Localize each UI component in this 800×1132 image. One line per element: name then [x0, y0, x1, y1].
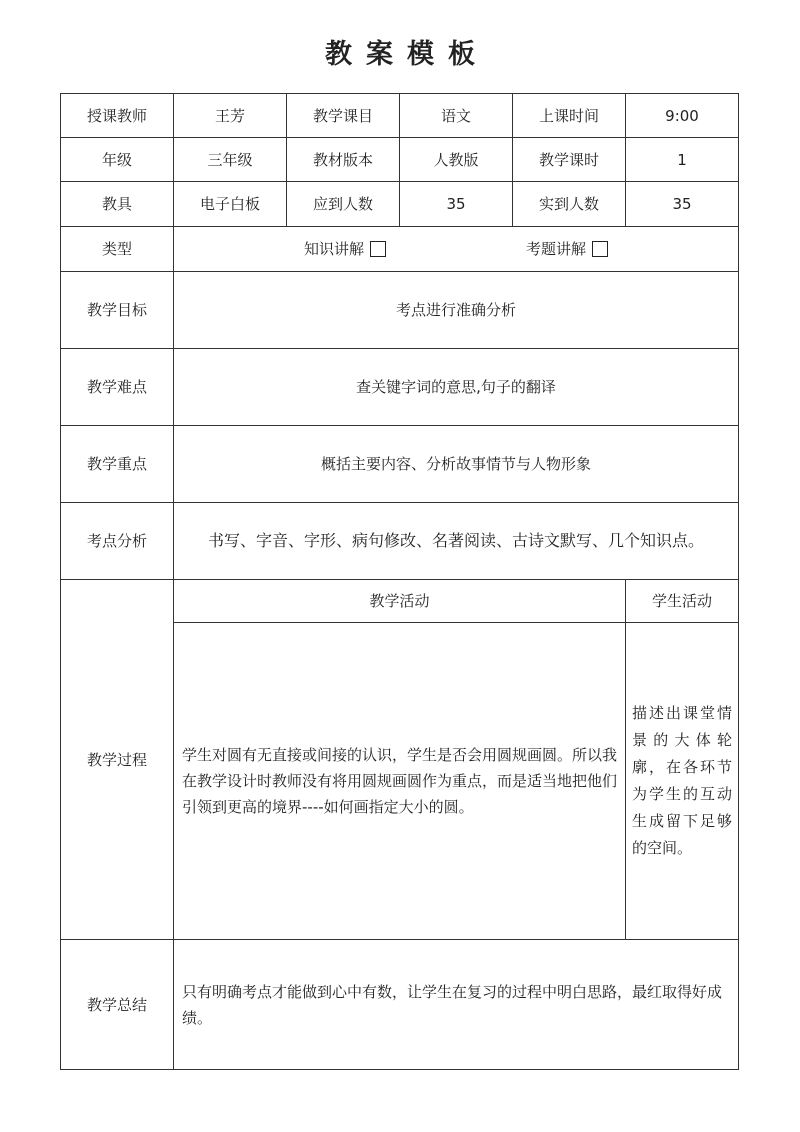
teacher-value: 王芳: [174, 94, 287, 138]
student-activity-text: 描述出课堂情景的大体轮廓，在各环节为学生的互动生成留下足够的空间。: [626, 623, 739, 940]
focus-value: 概括主要内容、分析故事情节与人物形象: [174, 426, 739, 503]
table-row: [61, 503, 739, 580]
difficulty-value: 查关键字词的意思,句子的翻译: [174, 349, 739, 426]
subject-value: 语文: [400, 94, 513, 138]
summary-value: 只有明确考点才能做到心中有数，让学生在复习的过程中明白思路，最红取得好成绩。: [174, 940, 739, 1070]
teacher-label: 授课教师: [61, 94, 174, 138]
lesson-plan-table: [60, 93, 739, 1070]
analysis-value: 书写、字音、字形、病句修改、名著阅读、古诗文默写、几个知识点。: [174, 503, 739, 580]
edition-label: 教材版本: [287, 138, 400, 182]
actual-value: 35: [626, 182, 739, 227]
table-row: [61, 138, 739, 182]
table-row: [61, 349, 739, 426]
analysis-label: 考点分析: [61, 503, 174, 580]
table-row: [61, 940, 739, 1070]
table-row: [61, 94, 739, 138]
time-label: 上课时间: [513, 94, 626, 138]
type-option-label: 知识讲解: [303, 240, 364, 258]
type-label: 类型: [61, 227, 174, 272]
process-label: 教学过程: [61, 580, 174, 940]
focus-label: 教学重点: [61, 426, 174, 503]
document-title: 教案模板: [325, 39, 489, 70]
type-option-exam[interactable]: [526, 236, 608, 262]
grade-label: 年级: [61, 138, 174, 182]
table-row: [61, 182, 739, 227]
table-row: [61, 227, 739, 272]
goal-value: 考点进行准确分析: [174, 272, 739, 349]
subject-label: 教学课目: [287, 94, 400, 138]
edition-value: 人教版: [400, 138, 513, 182]
teaching-activity-header: 教学活动: [174, 580, 626, 623]
expected-label: 应到人数: [287, 182, 400, 227]
knowledge-checkbox[interactable]: [370, 241, 386, 257]
difficulty-label: 教学难点: [61, 349, 174, 426]
tools-value: 电子白板: [174, 182, 287, 227]
table-row: [61, 580, 739, 623]
grade-value: 三年级: [174, 138, 287, 182]
tools-label: 教具: [61, 182, 174, 227]
summary-label: 教学总结: [61, 940, 174, 1070]
student-activity-header: 学生活动: [626, 580, 739, 623]
hours-label: 教学课时: [513, 138, 626, 182]
type-option-knowledge[interactable]: [304, 236, 386, 262]
hours-value: 1: [626, 138, 739, 182]
table-row: [61, 272, 739, 349]
expected-value: 35: [400, 182, 513, 227]
time-value: 9:00: [626, 94, 739, 138]
actual-label: 实到人数: [513, 182, 626, 227]
goal-label: 教学目标: [61, 272, 174, 349]
type-option-label: 考题讲解: [525, 240, 586, 258]
exam-checkbox[interactable]: [592, 241, 608, 257]
table-row: [61, 426, 739, 503]
type-options: [174, 227, 739, 272]
teaching-activity-text: 学生对圆有无直接或间接的认识，学生是否会用圆规画圆。所以我在教学设计时教师没有将用圆规画圆作为重点，而是适当地把他们引领到更高的境界----如何画指定大小的圆。: [174, 623, 626, 940]
